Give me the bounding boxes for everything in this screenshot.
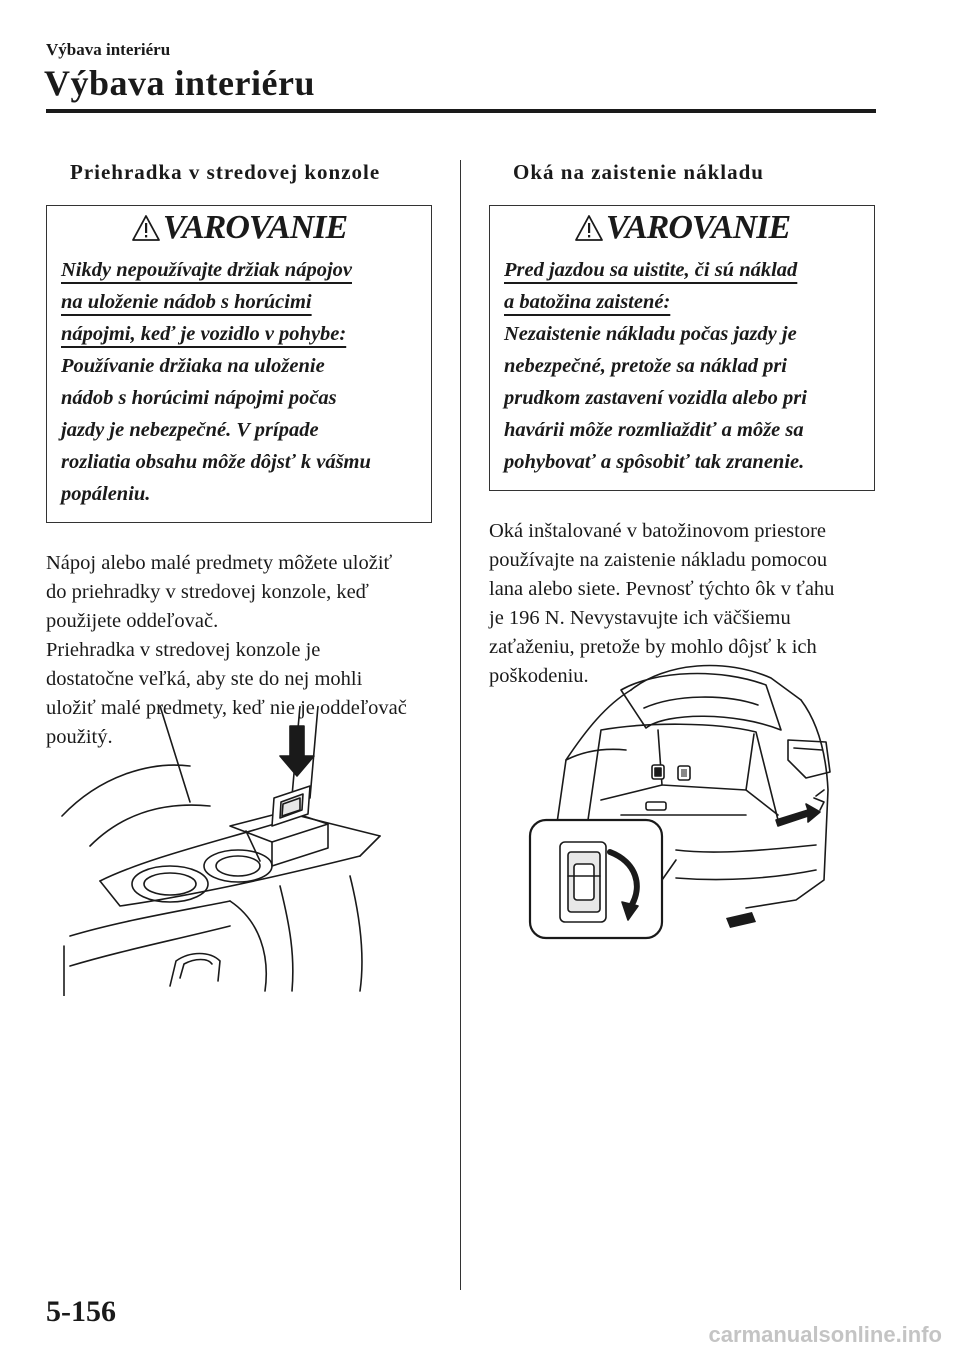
warning-line: Nikdy nepoužívajte držiak nápojov (61, 259, 352, 281)
warning-line: na uloženie nádob s horúcimi (61, 291, 312, 313)
warning-line: Používanie držiaka na uloženie (61, 355, 325, 377)
body-line: uložiť malé predmety, keď nie je oddeľovač (46, 697, 407, 719)
body-line: zaťaženiu, pretože by mohlo dôjsť k ich (489, 636, 817, 658)
page-title: Výbava interiéru (44, 63, 315, 103)
warning-line: rozliatia obsahu môže dôjsť k vášmu (61, 451, 371, 473)
warning-label: VAROVANIE (162, 209, 348, 246)
warning-line: pohybovať a spôsobiť tak zranenie. (504, 451, 805, 473)
warning-box-console (46, 205, 432, 523)
page-number: 5-156 (46, 1295, 116, 1328)
body-line: poškodeniu. (489, 665, 589, 687)
body-line: lana alebo siete. Pevnosť týchto ôk v ťahu (489, 578, 835, 600)
warning-label: VAROVANIE (605, 209, 791, 246)
warning-text (490, 250, 874, 478)
warning-triangle-icon (131, 214, 161, 242)
body-line: Nápoj alebo malé predmety môžete uložiť (46, 552, 393, 574)
warning-line: havárii môže rozmliaždiť a môže sa (504, 419, 804, 441)
warning-line: Pred jazdou sa uistite, či sú náklad (504, 259, 798, 281)
section-heading-console: Priehradka v stredovej konzole (70, 160, 381, 184)
breadcrumb: Výbava interiéru (46, 40, 171, 59)
arrow-down-icon (280, 726, 314, 776)
console-illustration (60, 706, 394, 996)
column-divider (460, 160, 461, 1290)
body-line: použitý. (46, 726, 113, 748)
left-column (46, 160, 432, 752)
warning-line: Nezaistenie nákladu počas jazdy je (504, 323, 797, 345)
body-line: Priehradka v stredovej konzole je (46, 639, 321, 661)
body-line: je 196 N. Nevystavujte ich väčšiemu (489, 607, 791, 629)
body-line: používajte na zaistenie nákladu pomocou (489, 549, 828, 571)
trunk-illustration (526, 650, 836, 940)
warning-line: prudkom zastavení vozidla alebo pri (504, 387, 807, 409)
warning-line: popáleniu. (61, 483, 151, 505)
title-rule (46, 109, 876, 113)
body-line: použijete oddeľovač. (46, 610, 219, 632)
warning-triangle-icon (574, 214, 604, 242)
warning-line: nebezpečné, pretože sa náklad pri (504, 355, 787, 377)
section-heading-cargo-hooks: Oká na zaistenie nákladu (513, 160, 764, 184)
body-line: Oká inštalované v batožinovom priestore (489, 520, 827, 542)
warning-line: a batožina zaistené: (504, 291, 671, 313)
warning-line: jazdy je nebezpečné. V prípade (61, 419, 319, 441)
body-line: dostatočne veľká, aby ste do nej mohli (46, 668, 363, 690)
warning-header (47, 206, 431, 250)
right-column (489, 160, 875, 691)
warning-box-cargo (489, 205, 875, 491)
warning-line: nádob s horúcimi nápojmi počas (61, 387, 337, 409)
watermark: carmanualsonline.info (708, 1322, 942, 1347)
body-line: do priehradky v stredovej konzole, keď (46, 581, 369, 603)
warning-header (490, 206, 874, 250)
warning-line: nápojmi, keď je vozidlo v pohybe: (61, 323, 347, 345)
warning-text (47, 250, 431, 510)
